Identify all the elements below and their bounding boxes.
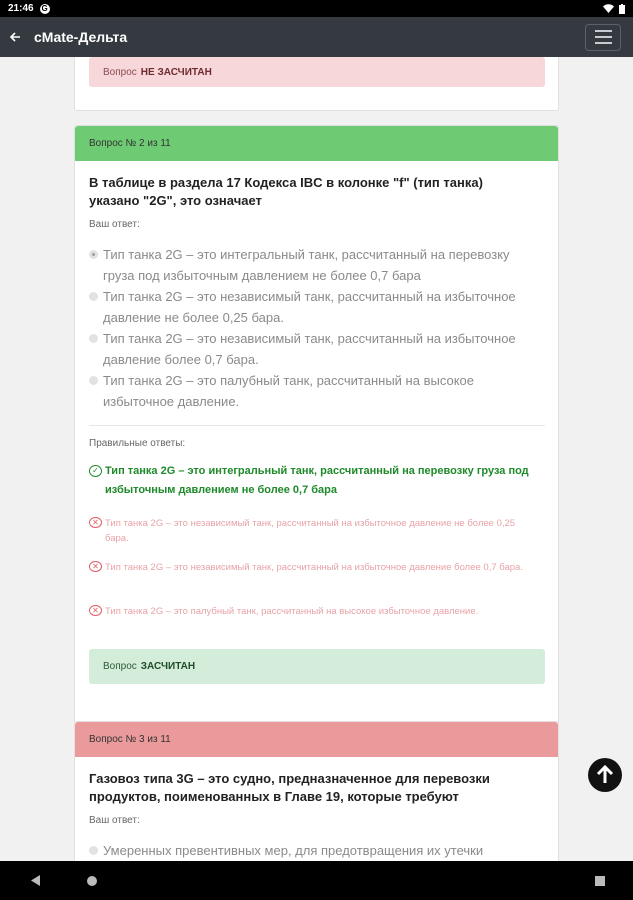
option-label: Тип танка 2G – это интегральный танк, рассчитанный на перевозку груза под избыточным давлением не более 0,7 бара bbox=[103, 247, 510, 283]
question-header: Вопрос № 2 из 11 bbox=[75, 126, 558, 161]
your-answer-label: Ваш ответ: bbox=[89, 815, 140, 826]
result-prefix: Вопрос bbox=[103, 66, 137, 78]
google-icon: G bbox=[41, 3, 48, 13]
scroll-to-top-button[interactable] bbox=[588, 758, 622, 792]
nav-recents-icon[interactable] bbox=[590, 861, 610, 900]
nav-home-icon[interactable] bbox=[82, 861, 102, 900]
question-card-3 bbox=[74, 721, 559, 861]
correct-answers-label: Правильные ответы: bbox=[89, 438, 186, 449]
result-alert-failed bbox=[89, 57, 545, 87]
option-label: Умеренных превентивных мер, для предотвращения их утечки bbox=[103, 843, 484, 858]
result-alert-passed bbox=[89, 649, 545, 684]
question-text: Газовоз типа 3G – это судно, предназначенное для перевозки продуктов, поименованных в Главе 19, которые требуют bbox=[89, 771, 490, 804]
system-nav-bar bbox=[0, 861, 633, 900]
result-prefix: Вопрос bbox=[103, 661, 137, 672]
wrong-answer-text: Тип танка 2G – это независимый танк, рассчитанный на избыточное давление не более 0,25 бара. bbox=[105, 518, 516, 544]
answer-option[interactable] bbox=[89, 370, 539, 412]
back-arrow-icon[interactable] bbox=[0, 31, 32, 43]
app-title: cMate-Дельта bbox=[34, 29, 128, 45]
radio-button[interactable] bbox=[89, 334, 98, 343]
question-text: В таблице в раздела 17 Кодекса IBC в колонке "f" (тип танка) указано "2G", это означает bbox=[89, 175, 483, 208]
option-label: Тип танка 2G – это палубный танк, рассчитанный на высокое избыточное давление. bbox=[103, 373, 474, 409]
arrow-up-icon bbox=[596, 765, 614, 785]
cross-circle-icon: ✕ bbox=[89, 517, 102, 528]
wrong-answer-text: Тип танка 2G – это палубный танк, рассчитанный на высокое избыточное давление. bbox=[105, 606, 479, 617]
wifi-icon bbox=[603, 4, 614, 13]
app-bar bbox=[0, 17, 633, 57]
check-circle-icon: ✓ bbox=[89, 465, 102, 477]
wrong-answer bbox=[89, 604, 539, 619]
radio-button[interactable] bbox=[89, 846, 98, 855]
cross-circle-icon: ✕ bbox=[89, 605, 102, 616]
content-scroll[interactable] bbox=[0, 57, 633, 861]
answer-option[interactable] bbox=[89, 286, 539, 328]
question-card-1 bbox=[74, 57, 559, 111]
answer-option[interactable] bbox=[89, 840, 539, 861]
status-bar bbox=[0, 0, 633, 17]
question-header: Вопрос № 3 из 11 bbox=[75, 722, 558, 757]
wrong-answer bbox=[89, 516, 539, 546]
battery-icon bbox=[619, 4, 625, 14]
result-value: НЕ ЗАСЧИТАН bbox=[140, 66, 212, 78]
your-answer-label: Ваш ответ: bbox=[89, 219, 140, 230]
radio-button[interactable] bbox=[89, 292, 98, 301]
nav-back-icon[interactable] bbox=[26, 861, 46, 900]
question-card-2 bbox=[74, 125, 559, 767]
wrong-answer bbox=[89, 560, 539, 575]
cross-circle-icon: ✕ bbox=[89, 561, 102, 572]
option-label: Тип танка 2G – это независимый танк, рассчитанный на избыточное давление более 0,7 бара. bbox=[103, 331, 516, 367]
wrong-answer-text: Тип танка 2G – это независимый танк, рассчитанный на избыточное давление более 0,7 бара. bbox=[105, 562, 523, 573]
correct-answer-text: Тип танка 2G – это интегральный танк, рассчитанный на перевозку груза под избыточным давлением не более 0,7 бара bbox=[105, 465, 529, 496]
divider bbox=[89, 425, 545, 426]
correct-answer bbox=[89, 462, 539, 500]
answer-option[interactable] bbox=[89, 244, 539, 286]
radio-button[interactable] bbox=[89, 250, 98, 259]
status-time: 21:46 bbox=[8, 3, 34, 14]
menu-icon[interactable] bbox=[585, 24, 621, 51]
result-value: ЗАСЧИТАН bbox=[140, 661, 196, 672]
answer-option[interactable] bbox=[89, 328, 539, 370]
option-label: Тип танка 2G – это независимый танк, рассчитанный на избыточное давление не более 0,25 бара. bbox=[103, 289, 516, 325]
radio-button[interactable] bbox=[89, 376, 98, 385]
